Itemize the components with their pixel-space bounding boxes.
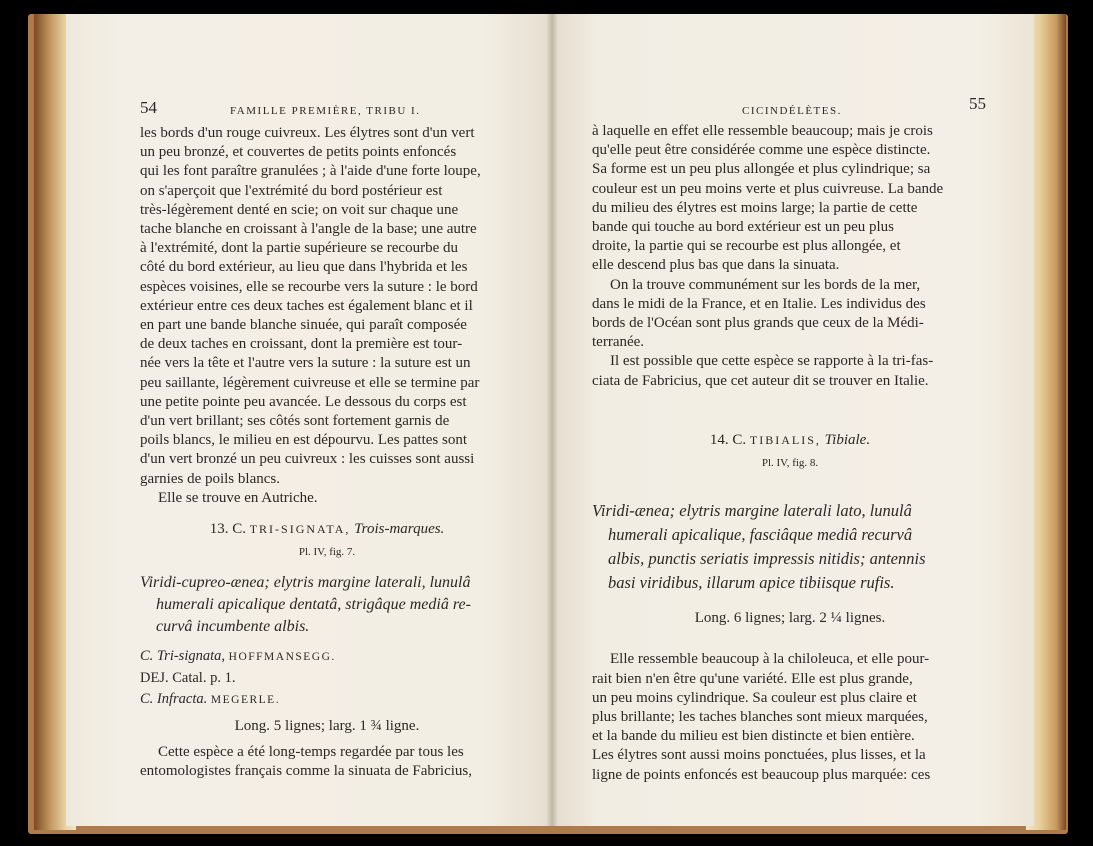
text-line: bande qui touche au bord extérieur est un peu plus: [592, 219, 894, 236]
text-line: entomologistes français comme la sinuata de Fabricius,: [140, 762, 472, 779]
text-line: ciata de Fabricius, que cet auteur dit se trouver en Italie.: [592, 372, 929, 389]
right-paragraph-2: [592, 276, 988, 353]
latin-line: Viridi-ænea; elytris margine laterali lato, lunulâ: [592, 501, 912, 521]
left-body-paragraph: [140, 124, 514, 508]
text-line: à laquelle en effet elle ressemble beaucoup; mais je crois: [592, 123, 933, 139]
species-common-name: Tibiale.: [824, 431, 871, 448]
latin-diagnosis: [140, 572, 514, 638]
text-line: droite, la partie qui se recourbe est plus allongée, et: [592, 238, 901, 255]
text-line: qu'elle peut être considérée comme une espèce distincte.: [592, 142, 931, 159]
left-page-number: 54: [140, 98, 157, 117]
text-line: plus brillante; les taches blanches sont mieux marquées,: [592, 709, 928, 726]
measurements: Long. 6 lignes; larg. 2 ¼ lignes.: [694, 610, 886, 627]
text-line: tache blanche en croissant à l'angle de la base; une autre: [140, 221, 477, 238]
latin-line: humerali apicalique dentatâ, strigâque mediâ re-: [156, 596, 471, 614]
synonym-entry: [140, 646, 514, 668]
synonym-author: HOFFMANSEGG.: [228, 651, 336, 664]
synonym-name: DEJ. Catal. p. 1.: [140, 670, 236, 687]
latin-diagnosis: [592, 499, 988, 595]
right-running-header: [592, 94, 988, 122]
text-line: couleur est un peu moins verte et plus cuivreuse. La bande: [592, 180, 944, 197]
text-line: côté du bord extérieur, au lieu que dans l'hybrida et les: [140, 259, 468, 276]
text-line: On la trouve communément sur les bords de la mer,: [610, 276, 921, 293]
text-line: dans le midi de la France, et en Italie. Les individus des: [592, 295, 926, 312]
species-heading-14: [592, 431, 988, 450]
text-line: peu saillante, légèrement cuivreuse et elle se termine par: [140, 374, 480, 391]
text-line: rait bien n'en être qu'une variété. Elle est plus grande,: [592, 670, 913, 687]
species-number: 14. C.: [709, 431, 747, 448]
text-line: extérieur entre ces deux taches est également blanc et il: [140, 297, 473, 314]
species-heading-13: [140, 520, 514, 539]
species-name: TIBIALIS,: [749, 432, 821, 447]
text-line: un peu moins cylindrique. Sa couleur est plus claire et: [592, 689, 917, 706]
text-line: on s'aperçoit que l'extrémité du bord postérieur est: [140, 182, 443, 199]
right-paragraph-1: [592, 122, 988, 276]
book-gutter: [546, 14, 558, 826]
text-line: ligne de points enfoncés est beaucoup plus marquée: ces: [592, 766, 931, 783]
plate-reference: Pl. IV, fig. 8.: [761, 457, 819, 470]
synonym-name: C. Tri-signata,: [140, 648, 226, 665]
text-line: Il est possible que cette espèce se rapporte à la tri-fas-: [610, 353, 934, 370]
right-paragraph-3: [592, 352, 988, 390]
measurements: Long. 5 lignes; larg. 1 ¾ ligne.: [234, 718, 420, 735]
synonym-name: C. Infracta.: [140, 691, 208, 708]
text-line: une petite pointe peu avancée. Le dessous du corps est: [140, 393, 467, 410]
text-line: du milieu des élytres est moins large; la partie de cette: [592, 199, 918, 216]
right-page-text: [592, 94, 988, 785]
text-line: Les élytres sont aussi moins ponctuées, plus lisses, et la: [592, 747, 926, 764]
latin-line: basi viridibus, illarum apice tibiisque rufis.: [608, 573, 895, 593]
left-page-text: [140, 98, 514, 781]
synonym-author: MEGERLE.: [210, 694, 281, 707]
text-line: Elle ressemble beaucoup à la chiloleuca, et elle pour-: [610, 651, 930, 668]
text-line: à l'extrémité, dont la partie supérieure se recourbe du: [140, 240, 458, 257]
left-closing-paragraph: [140, 743, 514, 781]
text-line: bords de l'Océan sont plus grands que ceux de la Médi-: [592, 315, 924, 332]
species-common-name: Trois-marques.: [354, 521, 445, 538]
left-running-header: [140, 98, 514, 124]
synonymy-list: [140, 646, 514, 711]
species-name: TRI-SIGNATA,: [249, 522, 351, 537]
text-line: en part une bande blanche sinuée, qui paraît composée: [140, 317, 467, 334]
text-line: Cette espèce a été long-temps regardée par tous les: [158, 743, 464, 760]
text-line: Sa forme est un peu plus allongée et plus cylindrique; sa: [592, 161, 931, 178]
left-running-title: FAMILLE PREMIÈRE, TRIBU I.: [230, 105, 421, 117]
text-line: elle descend plus bas que dans la sinuata.: [592, 257, 840, 274]
synonym-entry: [140, 668, 514, 689]
latin-line: curvâ incumbente albis.: [156, 618, 310, 636]
right-page-number: 55: [969, 94, 986, 113]
right-paragraph-4: [592, 650, 988, 784]
text-line: poils blancs, le milieu en est dépourvu. Les pattes sont: [140, 432, 468, 449]
text-line: née vers la tête et l'autre vers la suture : la suture est un: [140, 355, 471, 372]
habitat-line: Elle se trouve en Autriche.: [158, 489, 318, 506]
text-line: qui les font paraître granulées ; à l'aide d'une forte loupe,: [140, 163, 481, 180]
synonym-entry: [140, 689, 514, 711]
latin-line: humerali apicalique, fasciâque mediâ recurvâ: [608, 525, 913, 545]
text-line: les bords d'un rouge cuivreux. Les élytres sont d'un vert: [140, 125, 475, 141]
latin-line: Viridi-cupreo-ænea; elytris margine laterali, lunulâ: [140, 574, 471, 592]
text-line: espèces voisines, elle se recourbe vers la suture : le bord: [140, 278, 478, 295]
left-page: [66, 14, 552, 826]
text-line: de deux taches en croissant, dont la première est tour-: [140, 336, 463, 353]
species-number: 13. C.: [209, 521, 246, 538]
text-line: un peu bronzé, et couvertes de petits points enfoncés: [140, 144, 457, 161]
latin-line: albis, punctis seriatis impressis nitidis; antennis: [608, 549, 926, 569]
text-line: terranée.: [592, 334, 645, 351]
text-line: et la bande du milieu est bien distincte et bien entière.: [592, 728, 915, 745]
text-line: d'un vert bronzé un peu cuivreux : les cuisses sont aussi: [140, 451, 475, 468]
right-running-title: CICINDÉLÈTES.: [742, 105, 842, 117]
text-line: très-légèrement denté en scie; on voit sur chaque une: [140, 201, 459, 218]
text-line: garnies de poils blancs.: [140, 470, 280, 487]
text-line: d'un vert brillant; ses côtés sont fortement garnis de: [140, 413, 450, 430]
right-page: [552, 14, 1034, 826]
plate-reference: Pl. IV, fig. 7.: [298, 546, 356, 559]
